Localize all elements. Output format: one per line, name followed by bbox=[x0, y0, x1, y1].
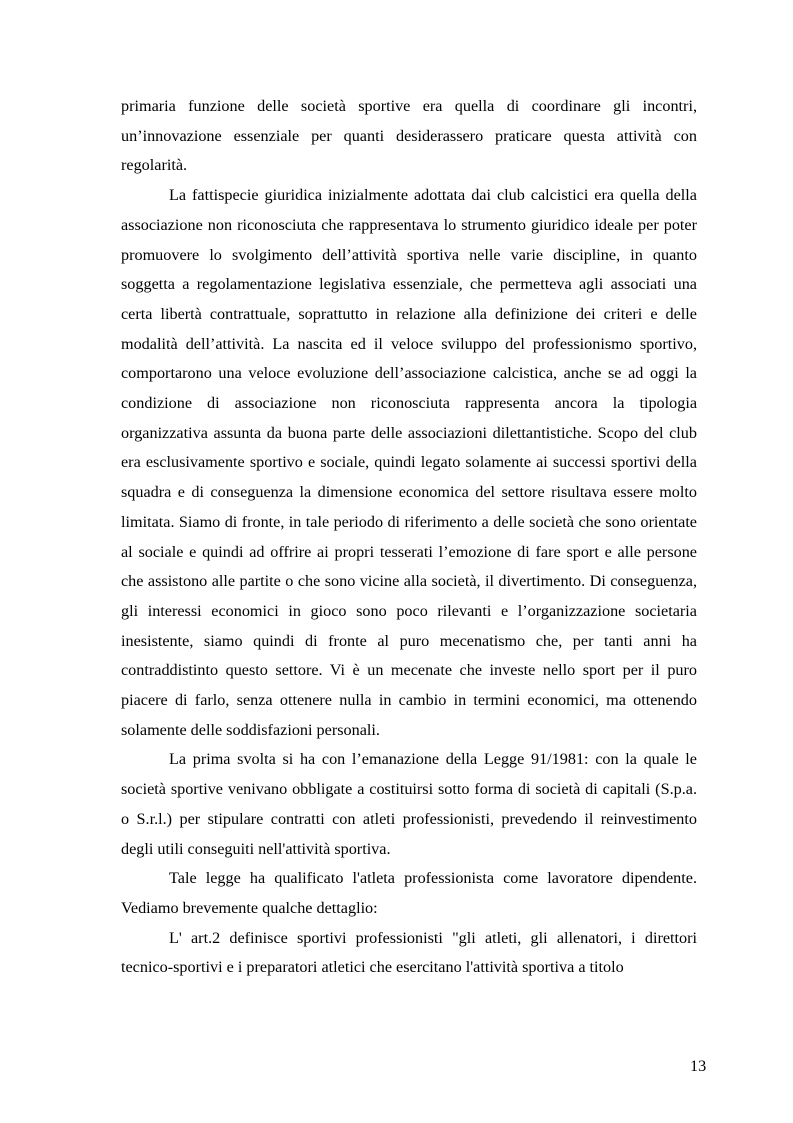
paragraph-continuation: primaria funzione delle società sportive era quella di coordinare gli incontri, un’innovazione essenziale per quanti desiderassero praticare questa attività con regolarità. bbox=[121, 97, 697, 175]
body-text bbox=[121, 92, 697, 983]
paragraph-law-91-1981: La prima svolta si ha con l’emanazione della Legge 91/1981: con la quale le società sportive venivano obbligate a costituirsi sotto forma di società di capitali (S.p.a. o S.r.l.) per stipulare contratti con atleti professionisti, prevedendo il reinvestimento degli utili conseguiti nell'attività sportiva. bbox=[121, 750, 697, 858]
paragraph-art-2: L' art.2 definisce sportivi professionisti "gli atleti, gli allenatori, i direttori tecnico-sportivi e i preparatori atletici che esercitano l'attività sportiva a titolo bbox=[121, 928, 697, 977]
paragraph-legal-form: La fattispecie giuridica inizialmente adottata dai club calcistici era quella della associazione non riconosciuta che rappresentava lo strumento giuridico ideale per poter promuovere lo svolgimento dell’attività sportiva nelle varie discipline, in quanto soggetta a regolamentazione legislativa essenziale, che permetteva agli associati una certa libertà contrattuale, soprattutto in relazione alla definizione dei criteri e delle modalità dell’attività. La nascita ed il veloce sviluppo del professionismo sportivo, comportarono una veloce evoluzione dell’associazione calcistica, anche se ad oggi la condizione di associazione non riconosciuta rappresenta ancora la tipologia organizzativa assunta da buona parte delle associazioni dilettantistiche. Scopo del club era esclusivamente sportivo e sociale, quindi legato solamente ai successi sportivi della squadra e di conseguenza la dimensione economica del settore risultava essere molto limitata. Siamo di fronte, in tale periodo di riferimento a delle società che sono orientate al sociale e quindi ad offrire ai propri tesserati l’emozione di fare sport e alle persone che assistono alle partite o che sono vicine alla società, il divertimento. Di conseguenza, gli interessi economici in gioco sono poco rilevanti e l’organizzazione societaria inesistente, siamo quindi di fronte al puro mecenatismo che, per tanti anni ha contraddistinto questo settore. Vi è un mecenate che investe nello sport per il puro piacere di farlo, senza ottenere nulla in cambio in termini economici, ma ottenendo solamente delle soddisfazioni personali. bbox=[121, 186, 697, 739]
paragraph-employee-status: Tale legge ha qualificato l'atleta professionista come lavoratore dipendente. Vediamo brevemente qualche dettaglio: bbox=[121, 869, 697, 917]
page-number: 13 bbox=[690, 1057, 707, 1075]
